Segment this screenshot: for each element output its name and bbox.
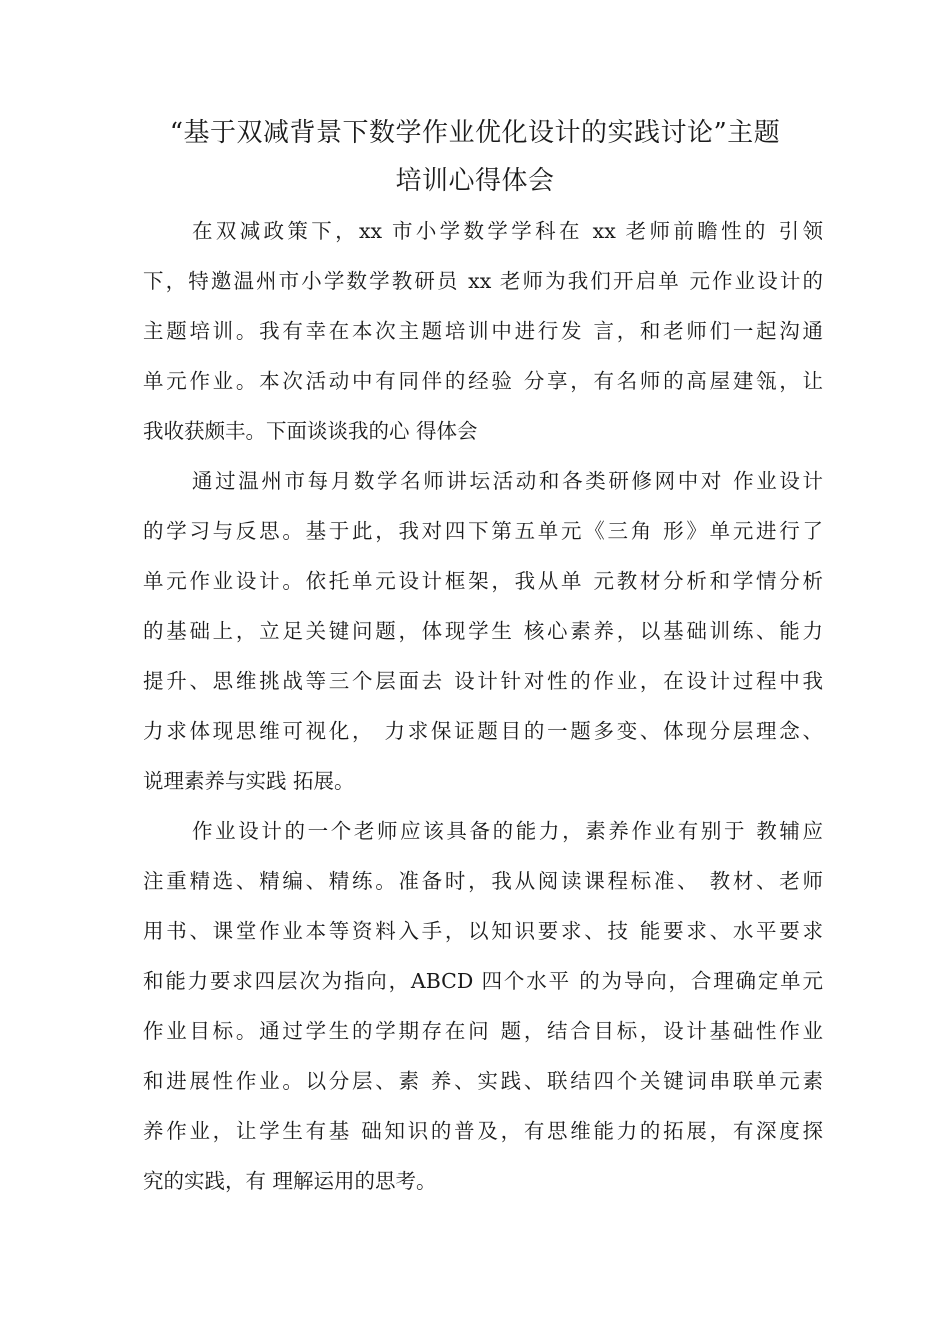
- paragraph-line: 通过温州市每月数学名师讲坛活动和各类研修网中对 作业设计: [192, 469, 823, 493]
- paragraph-line: 和能力要求四层次为指向，ABCD 四个水平 的为导向，合理确定单元: [143, 969, 823, 993]
- paragraph-line: 在双减政策下，xx 市小学数学学科在 xx 老师前瞻性的 引领: [192, 219, 823, 243]
- paragraph-1: [143, 206, 823, 456]
- paragraph-line: 用书、课堂作业本等资料入手，以知识要求、技 能要求、水平要求: [143, 919, 823, 943]
- document-title-line-1: “基于双减背景下数学作业优化设计的实践讨论”主题: [169, 118, 781, 148]
- paragraph-line: 说理素养与实践 拓展。: [143, 769, 355, 793]
- document-title-line-2: 培训心得体会: [395, 166, 555, 196]
- paragraph-line: 作业目标。通过学生的学期存在问 题，结合目标，设计基础性作业: [143, 1019, 823, 1043]
- paragraph-line: 究的实践，有 理解运用的思考。: [143, 1169, 437, 1193]
- paragraph-line: 养作业，让学生有基 础知识的普及，有思维能力的拓展，有深度探: [143, 1119, 823, 1143]
- paragraph-line: 注重精选、精编、精练。准备时，我从阅读课程标准、 教材、老师: [143, 869, 823, 893]
- paragraph-line: 和进展性作业。以分层、素 养、实践、联结四个关键词串联单元素: [143, 1069, 823, 1093]
- paragraph-line: 主题培训。我有幸在本次主题培训中进行发 言，和老师们一起沟通: [143, 319, 823, 343]
- paragraph-line: 单元作业设计。依托单元设计框架，我从单 元教材分析和学情分析: [143, 569, 823, 593]
- paragraph-line: 的基础上，立足关键问题，体现学生 核心素养，以基础训练、能力: [143, 619, 823, 643]
- paragraph-line: 下，特邀温州市小学数学教研员 xx 老师为我们开启单 元作业设计的: [143, 269, 823, 293]
- paragraph-3: [143, 806, 823, 1206]
- paragraph-line: 作业设计的一个老师应该具备的能力，素养作业有别于 教辅应: [192, 819, 823, 843]
- paragraph-line: 单元作业。本次活动中有同伴的经验 分享，有名师的高屋建瓴，让: [143, 369, 823, 393]
- paragraph-2: [143, 456, 823, 806]
- paragraph-line: 力求体现思维可视化， 力求保证题目的一题多变、体现分层理念、: [143, 719, 823, 743]
- paragraph-line: 提升、思维挑战等三个层面去 设计针对性的作业，在设计过程中我: [143, 669, 823, 693]
- paragraph-line: 的学习与反思。基于此，我对四下第五单元《三角 形》单元进行了: [143, 519, 823, 543]
- paragraph-line: 我收获颇丰。下面谈谈我的心 得体会: [143, 419, 478, 443]
